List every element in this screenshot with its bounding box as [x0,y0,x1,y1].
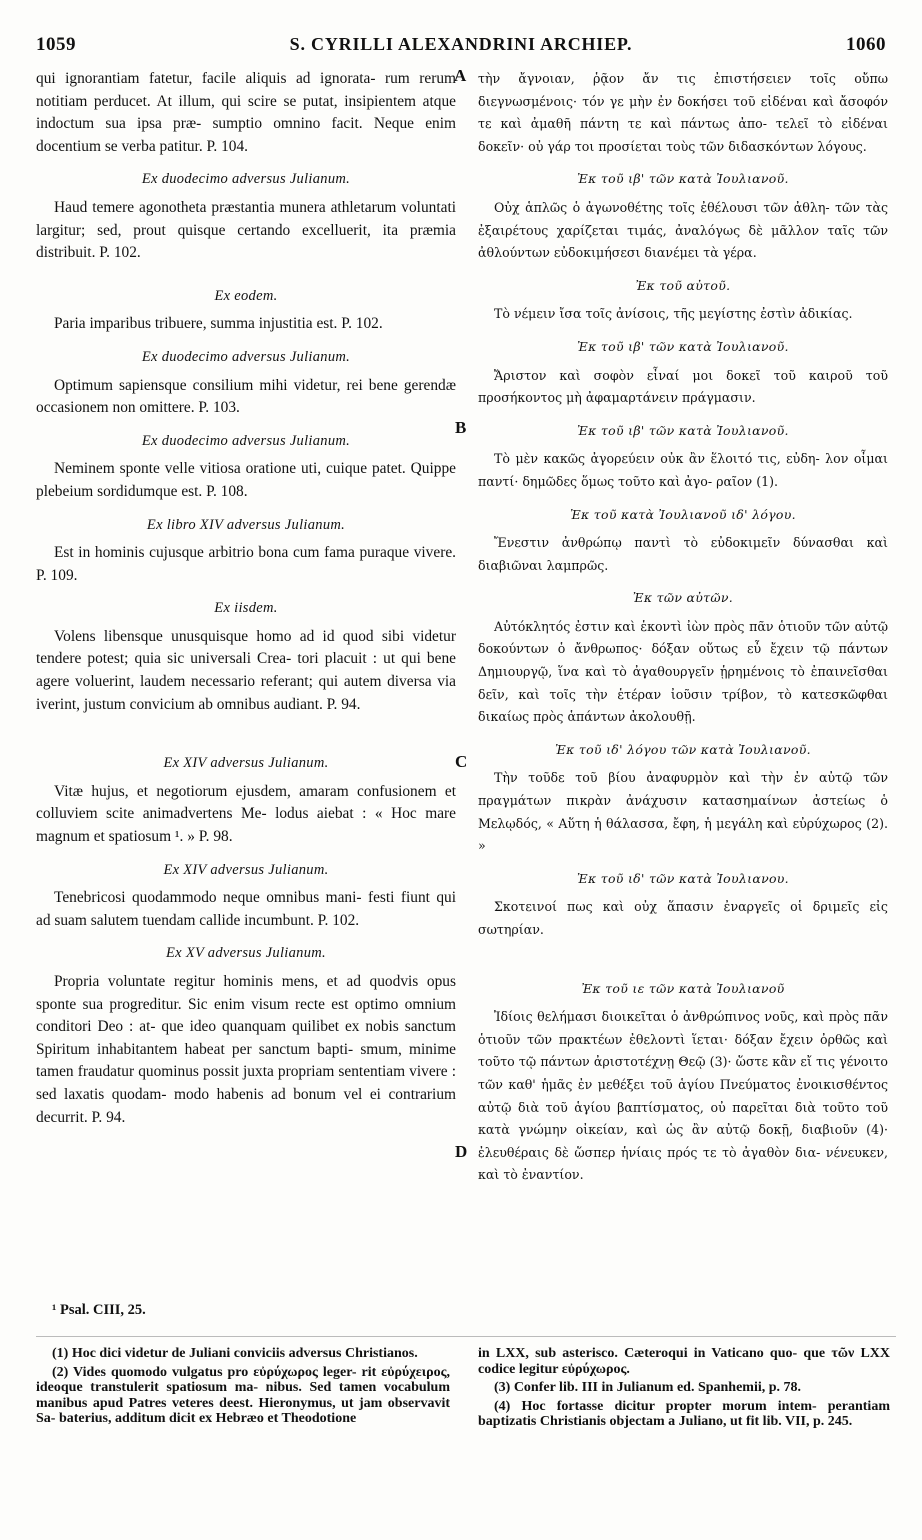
greek-section-heading: Ἐκ τοῦ ιδ' τῶν κατὰ Ἰουλιανου. [577,870,789,886]
greek-paragraph: Ἔνεστιν ἀνθρώπῳ παντὶ τὸ εὐδοκιμεῖν δύνασθαι καὶ διαβιῶναι λαμπρῶς. [478,535,888,573]
greek-section-heading: Ἐκ τοῦ ιδ' λόγου τῶν κατὰ Ἰουλιανοῦ. [555,741,811,757]
latin-paragraph: Propria voluntate regitur hominis mens, et ad quodvis opus sponte sua progreditur. Sic enim visum recte est optimo omnium conditori Deo : at- que ideo quanquam quilibet ex nobis sanctum Spiritum inhabitantem habeat per sanctum bapti- smum, minime tamen fraudatur quominus possit juxta propriam sententiam vivere : sed laxatis quodam- modo habenis ad bonum vel ei contrarium decurrit. P. 94. [36,973,456,1126]
greek-section-heading: Ἐκ τοῦ ιβ' τῶν κατὰ Ἰουλιανοῦ. [577,171,789,187]
page-number-left: 1059 [36,34,76,55]
latin-paragraph: Neminem sponte velle vitiosa oratione uti, cuique patet. Quippe plebeium sordidumque est. P. 108. [36,460,456,500]
footnote-continuation: in LXX, sub asterisco. Cæteroqui in Vaticano quo- que τῶν LXX codice legitur εὐρύχωρος. [478,1346,890,1377]
footnote: (2) Vides quomodo vulgatus pro εὐρύχωρος leger- rit εὐρύχειρος, ideoque transtulerit spatiosum ma- nibus. Sed tamen vocabulum manibus apud Patres veteres deest. Hieronymus, ut jam observavit Sa- baterius, additum dicit ex Hebræo et Theodotione [36,1364,450,1427]
page-number-right: 1060 [846,34,886,55]
latin-section-heading: Ex eodem. [214,287,278,304]
greek-paragraph: Αὐτόκλητός ἐστιν καὶ ἑκοντὶ ἰὼν πρὸς πᾶν ὁτιοῦν τῶν αὐτῷ δοκούντων ὁ ἄνθρωπος· δόξαν οὕτως εὖ ἔχειν τῷ πάντων Δημιουργῷ, ἵνα καὶ τὸ ἀγαθουργεῖν ᾑρημένοις τὸ ἐπαινεῖσθαι δεῖν, καὶ τοῖς τὴν ἑτέραν ἰοῦσιν τρίβον, τὸ κατεσκῶφθαι δικαίως πρὸς ἁπάντων ἀκολουθῇ. [478,618,888,725]
latin-column [36,68,456,1139]
latin-section-heading: Ex iisdem. [214,600,278,617]
greek-paragraph: Ἰδίοις θελήμασι διοικεῖται ὁ ἀνθρώπινος νοῦς, καὶ πρὸς πᾶν ὁτιοῦν τῶν πρακτέων ἐθελοντὶ ἵεται· δόξαν ἔχειν ὀρθῶς καὶ τοῦτο τῷ πάντων ἀριστοτέχνῃ Θεῷ (3)· ὥστε κἂν εἴ τις γένοιτο τῶν καθ' ἡμᾶς ἐν μεθέξει τοῦ ἁγίου Πνεύματος ἐνοικισθέντος αὐτῷ διὰ τοῦ ἁγίου βαπτίσματος, οὐ παρεῖται διὰ τοῦτο τοῦ κατὰ γνώμην οἰκείαν, καὶ ὡς ἂν αὐτῷ δοκῇ, διαβιοῦν (4)· ἐλευθέραις δὲ ὥσπερ ἡνίαις πρός τε τὸ ἀγαθὸν δια- νένευκεν, καὶ τὸ ἐναντίον. [478,1009,888,1183]
margin-marker-c: C [455,752,468,771]
greek-paragraph: Τὸ μὲν κακῶς ἀγορεύειν οὐκ ἂν ἕλοιτό τις, εὐδη- λον οἶμαι παντί· δημῶδες ὅμως τοῦτο καὶ ἀγο- ραῖον (1). [478,451,888,489]
greek-paragraph: Σκοτεινοί πως καὶ οὐχ ἅπασιν ἐναργεῖς οἱ δριμεῖς εἰς σωτηρίαν. [478,899,888,937]
footnotes-left [36,1346,450,1430]
greek-section-heading: Ἐκ τοῦ ιβ' τῶν κατὰ Ἰουλιανοῦ. [577,422,789,438]
running-head [32,34,890,58]
margin-marker-b: B [455,418,467,437]
footnote-rule [36,1336,896,1337]
latin-paragraph: qui ignorantiam fatetur, facile aliquis ad ignorata- rum rerum notitiam perducet. At illum, qui scire se putat, insipientem atque indoctum sua ipsa præ- sumptio omnino facit. Neque enim docentium se verba patitur. P. 104. [36,70,456,155]
margin-marker-a: A [454,66,467,85]
running-title: S. CYRILLI ALEXANDRINI ARCHIEP. [289,34,633,54]
latin-paragraph: Est in hominis cujusque arbitrio bona cum fama puraque vivere. P. 109. [36,544,456,584]
greek-paragraph: Τὸ νέμειν ἴσα τοῖς ἀνίσοις, τῆς μεγίστης ἐστὶν ἀδικίας. [494,306,853,322]
latin-section-heading: Ex libro XIV adversus Julianum. [146,516,346,533]
greek-paragraph: Τὴν τοῦδε τοῦ βίου ἀναφυρμὸν καὶ τὴν ἐν αὐτῷ τῶν πραγμάτων πικρὰν ἀνάχυσιν κατασημαίνων ἀστείως ὁ Μελῳδός, « Αὕτη ἡ θάλασσα, ἔφη, ἡ μεγάλη καὶ εὐρύχωρος (2). » [478,770,888,854]
margin-marker-d: D [455,1142,468,1161]
greek-paragraph: Οὐχ ἁπλῶς ὁ ἀγωνοθέτης τοῖς ἐθέλουσι τῶν ἀθλη- τῶν τὰς ἐξαιρέτους χαρίζεται τιμάς, ἀναλόγως δὲ μᾶλλον ταῖς τῶν ἀθλούντων εὐδοκιμήσεσι διανέμει τὰ γέρα. [478,199,888,261]
scripture-footnote: ¹ Psal. CIII, 25. [52,1302,146,1318]
footnotes-right [478,1346,890,1433]
latin-paragraph: Haud temere agonotheta præstantia munera athletarum voluntati largitur; sed, prout quisque certando excelluerit, ita præmia distribuit. P. 102. [36,198,456,262]
latin-paragraph: Tenebricosi quodammodo neque omnibus mani- festi fiunt qui ad suam salutem tuendam callide incumbunt. P. 102. [36,889,456,929]
latin-section-heading: Ex XV adversus Julianum. [166,945,326,962]
footnote: (3) Confer lib. III in Julianum ed. Spanhemii, p. 78. [494,1380,802,1396]
greek-paragraph: Ἄριστον καὶ σοφὸν εἶναί μοι δοκεῖ τοῦ καιροῦ τοῦ προσήκοντος μὴ ἀφαμαρτάνειν πράγμασιν. [478,367,888,406]
greek-section-heading: Ἐκ τοῦ αὐτοῦ. [635,277,731,293]
greek-section-heading: Ἐκ τοῦ ιε τῶν κατὰ Ἰουλιανοῦ [581,980,785,996]
footnote: (4) Hoc fortasse dicitur propter morum intem- perantiam baptizatis Christianis objectam a Juliano, ut fit lib. VII, p. 245. [478,1398,890,1430]
latin-paragraph: Paria imparibus tribuere, summa injustitia est. P. 102. [54,315,383,333]
latin-section-heading: Ex XIV adversus Julianum. [163,861,329,878]
greek-column [478,68,888,1197]
latin-paragraph: Optimum sapiensque consilium mihi videtur, rei bene gerendæ occasionem non omittere. P. 103. [36,376,456,417]
latin-paragraph: Volens libensque unusquisque homo ad id quod sibi videtur tendere potest; quia sic universali Crea- tori placuit : ut qui bene agere voluerint, laudem necessario referant; qui autem diversa via iverint, justum convicium ab omnibus audiant. P. 94. [36,627,456,713]
latin-section-heading: Ex XIV adversus Julianum. [163,755,329,772]
greek-section-heading: Ἐκ τῶν αὐτῶν. [632,590,734,606]
footnote: (1) Hoc dici videtur de Juliani conviciis adversus Christianos. [52,1346,418,1361]
greek-section-heading: Ἐκ τοῦ ιβ' τῶν κατὰ Ἰουλιανοῦ. [577,338,789,354]
latin-paragraph: Vitæ hujus, et negotiorum ejusdem, amaram confusionem et colluviem scite animadvertens Me- lodus aiebat : « Hoc mare magnum et spatiosum ¹. » P. 98. [36,782,456,846]
latin-section-heading: Ex duodecimo adversus Julianum. [141,171,351,188]
greek-section-heading: Ἐκ τοῦ κατὰ Ἰουλιανοῦ ιδ' λόγου. [570,506,796,522]
latin-section-heading: Ex duodecimo adversus Julianum. [141,432,351,449]
greek-paragraph: τὴν ἄγνοιαν, ῥᾷον ἄν τις ἐπιστήσειεν τοῖς οὔπω διεγνωσμένοις· τόν γε μὴν ἐν δοκήσει τοῦ εἰδέναι καὶ ἄσοφόν τε καὶ ἀμαθῆ πάντη τε καὶ πάντως ἀπο- τελεῖ τὸ εἰδέναι δοκεῖν· οὐ γάρ τοι προσίεται τοὺς τῶν διδασκόντων λόγους. [478,71,888,154]
latin-section-heading: Ex duodecimo adversus Julianum. [141,348,351,365]
